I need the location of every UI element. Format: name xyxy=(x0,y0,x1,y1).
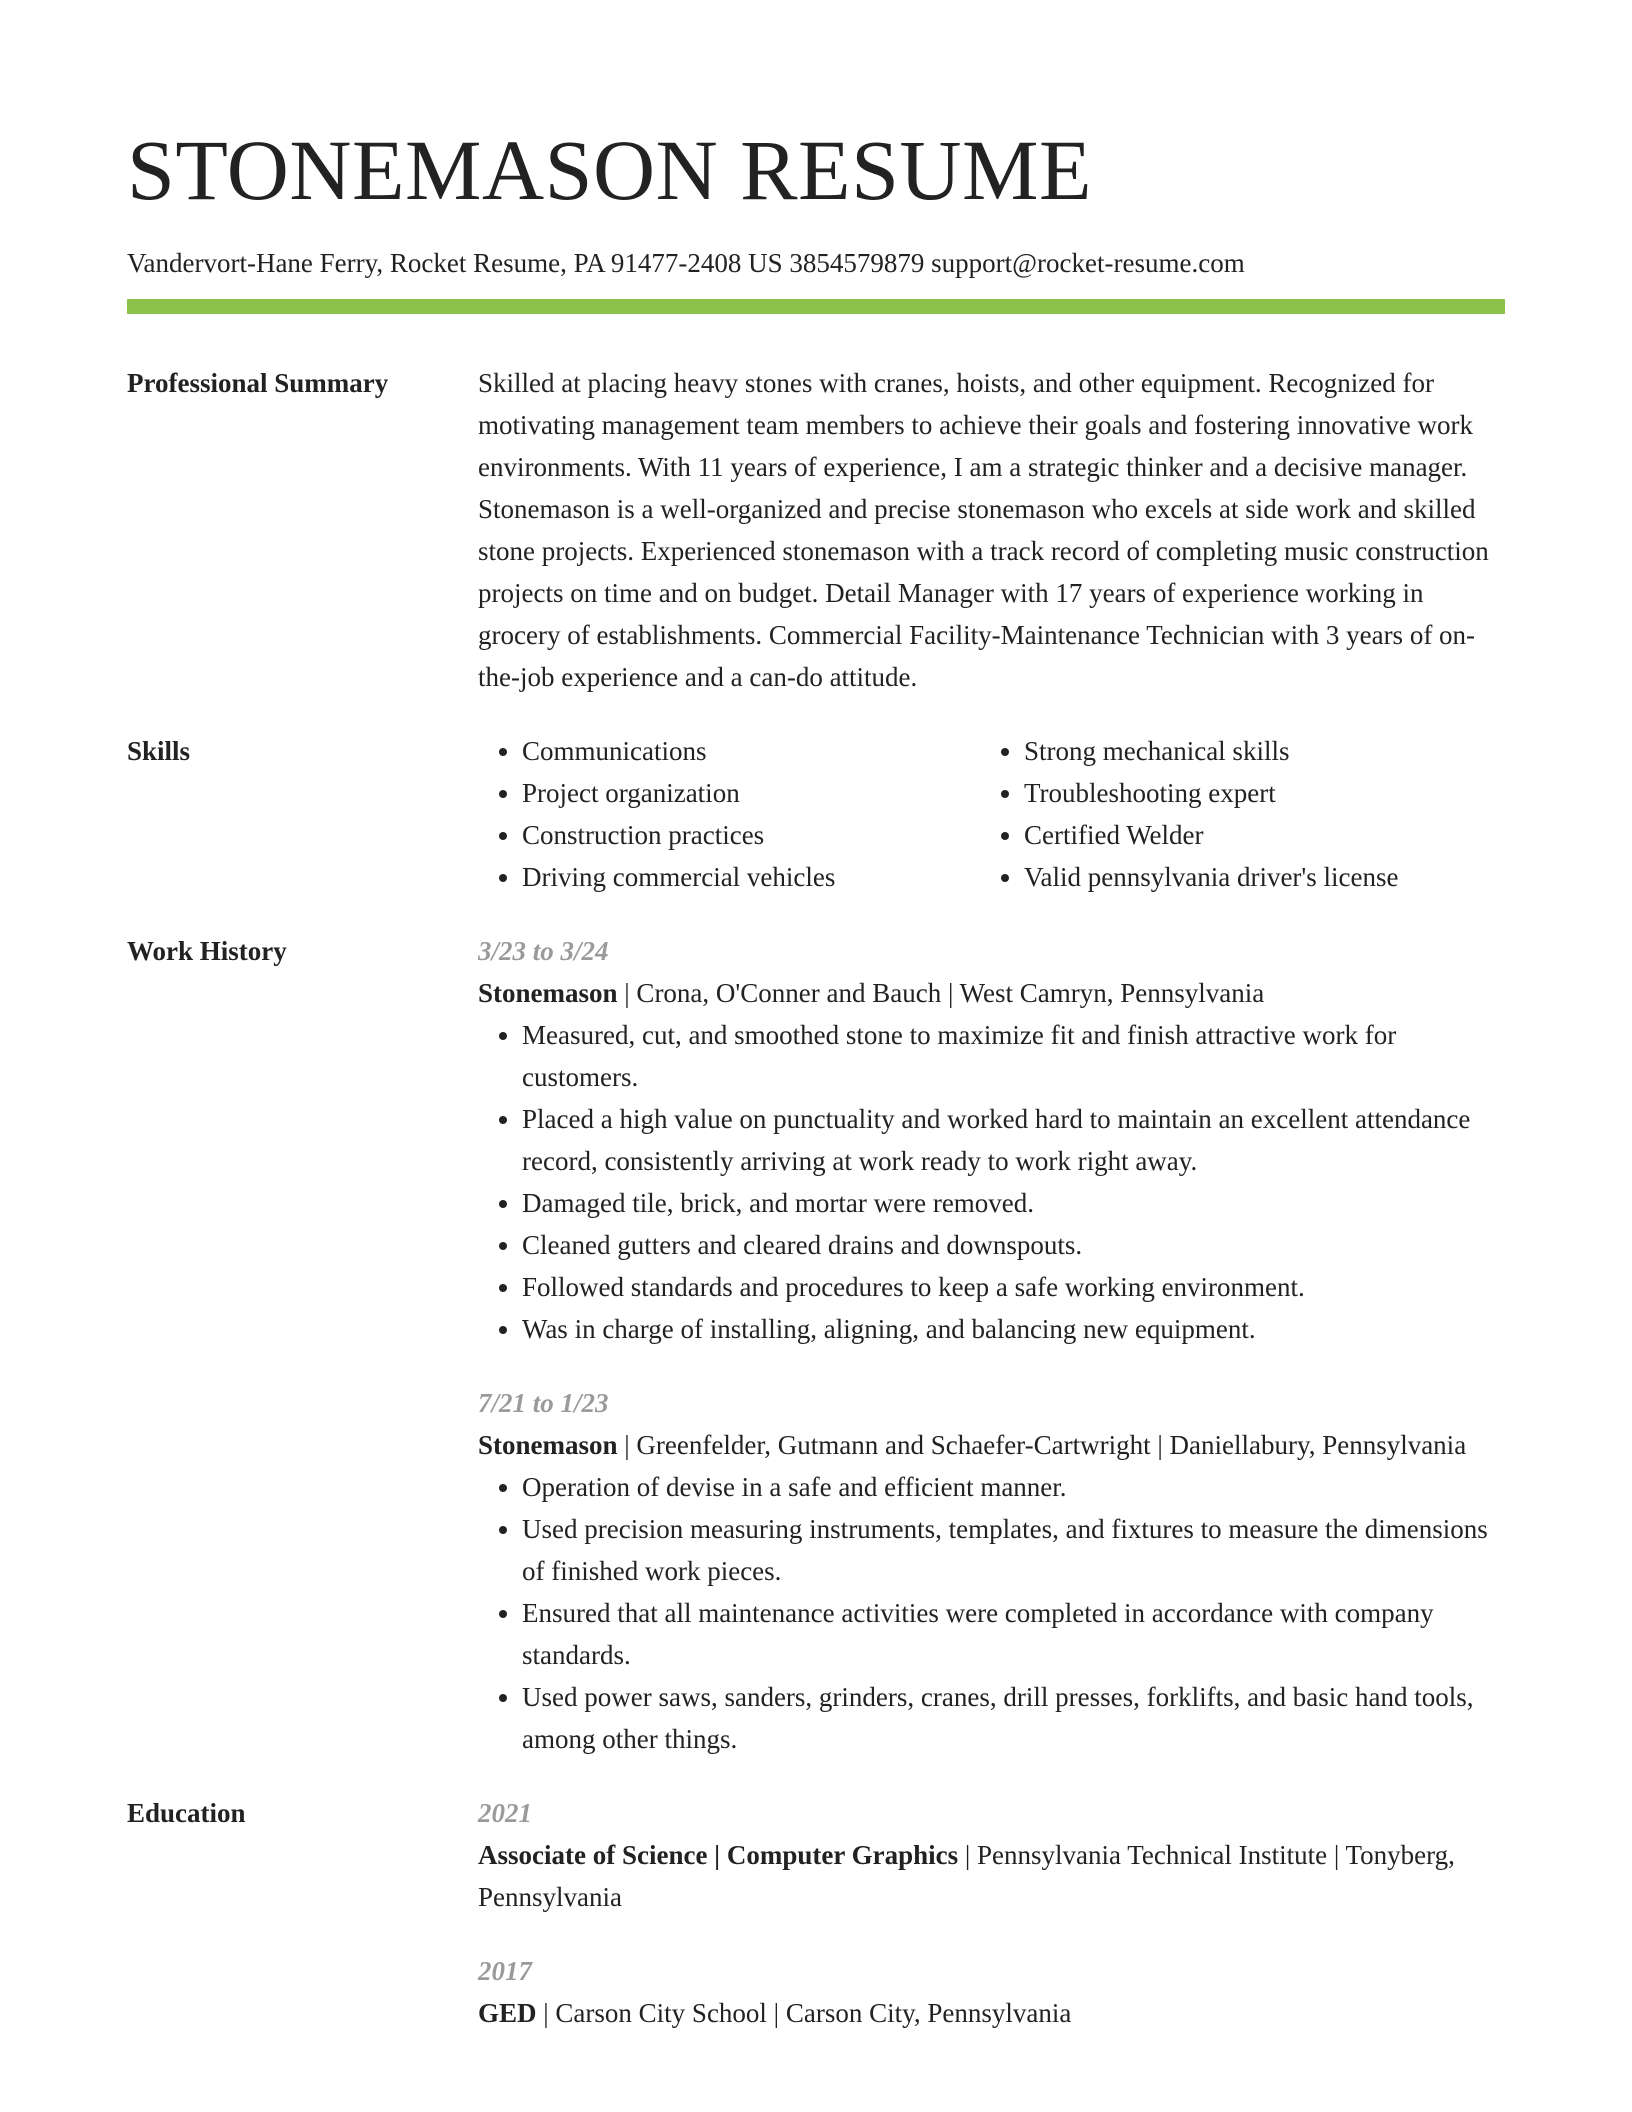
skill-item: • Troubleshooting expert xyxy=(1024,772,1482,814)
contact-address: Vandervort-Hane Ferry, Rocket Resume, PA 91477-2408 US xyxy=(127,248,783,278)
skill-item: • Valid pennsylvania driver's license xyxy=(1024,856,1482,898)
job-duty: • Cleaned gutters and cleared drains and downspouts. xyxy=(522,1224,1505,1266)
education-degree: GED xyxy=(478,1998,537,2028)
skill-item: • Certified Welder xyxy=(1024,814,1482,856)
job-duty: • Was in charge of installing, aligning, and balancing new equipment. xyxy=(522,1308,1505,1350)
job-duty: • Used power saws, sanders, grinders, cranes, drill presses, forklifts, and basic hand tools, among other things. xyxy=(522,1676,1505,1760)
job-heading xyxy=(478,972,1505,1014)
skills-grid xyxy=(478,730,1505,898)
education-degree: Associate of Science | Computer Graphics xyxy=(478,1840,959,1870)
skill-item: • Communications xyxy=(522,730,980,772)
skill-item: • Driving commercial vehicles xyxy=(522,856,980,898)
job-duties-list xyxy=(478,1014,1505,1350)
job-duty: • Damaged tile, brick, and mortar were removed. xyxy=(522,1182,1505,1224)
job-duty: • Operation of devise in a safe and efficient manner. xyxy=(522,1466,1505,1508)
header-divider xyxy=(127,299,1505,314)
job-employer-location: | Crona, O'Conner and Bauch | West Camryn, Pennsylvania xyxy=(617,978,1265,1008)
work-history-label: Work History xyxy=(127,936,287,966)
education-body xyxy=(478,1792,1505,2034)
job-entry xyxy=(478,930,1505,1350)
skill-item: • Strong mechanical skills xyxy=(1024,730,1482,772)
education-entry xyxy=(478,1950,1505,2034)
education-entry xyxy=(478,1792,1505,1918)
skills-label: Skills xyxy=(127,736,191,766)
skills-body xyxy=(478,730,1505,898)
summary-text: Skilled at placing heavy stones with cranes, hoists, and other equipment. Recognized for motivating management team members to achieve their goals and fostering innovative work environments. With 11 years of experience, I am a strategic thinker and a decisive manager. Stonemason is a well-organized and precise stonemason who excels at side work and skilled stone projects. Experienced stonemason with a track record of completing music construction projects on time and on budget. Detail Manager with 17 years of experience working in grocery of establishments. Commercial Facility-Maintenance Technician with 3 years of on-the-job experience and a can-do attitude. xyxy=(478,368,1489,692)
education-year: 2017 xyxy=(478,1956,532,1986)
job-dates: 7/21 to 1/23 xyxy=(478,1388,609,1418)
job-duty: • Measured, cut, and smoothed stone to maximize fit and finish attractive work for customers. xyxy=(522,1014,1505,1098)
job-title: Stonemason xyxy=(478,978,618,1008)
job-employer-location: | Greenfelder, Gutmann and Schaefer-Cartwright | Daniellabury, Pennsylvania xyxy=(617,1430,1467,1460)
education-heading xyxy=(478,1992,1505,2034)
work-history-body xyxy=(478,930,1505,1760)
contact-line xyxy=(127,246,1505,280)
education-school-location: | Carson City School | Carson City, Pennsylvania xyxy=(536,1998,1072,2028)
education-school-location: | Pennsylvania Technical Institute | Tonyberg, Pennsylvania xyxy=(478,1840,1455,1912)
summary-section xyxy=(127,362,1505,698)
education-heading xyxy=(478,1834,1505,1918)
job-dates: 3/23 to 3/24 xyxy=(478,936,609,966)
job-title: Stonemason xyxy=(478,1430,618,1460)
summary-label: Professional Summary xyxy=(127,368,389,398)
job-duty: • Ensured that all maintenance activities were completed in accordance with company standards. xyxy=(522,1592,1505,1676)
education-year: 2021 xyxy=(478,1798,532,1828)
skill-item: • Project organization xyxy=(522,772,980,814)
job-duty: • Placed a high value on punctuality and worked hard to maintain an excellent attendance record, consistently arriving at work ready to work right away. xyxy=(522,1098,1505,1182)
job-duty: • Used precision measuring instruments, templates, and fixtures to measure the dimensions of finished work pieces. xyxy=(522,1508,1505,1592)
education-label: Education xyxy=(127,1798,246,1828)
contact-email: support@rocket-resume.com xyxy=(931,248,1245,278)
skills-list-left xyxy=(478,730,980,898)
skills-list-right xyxy=(980,730,1482,898)
job-duty: • Followed standards and procedures to keep a safe working environment. xyxy=(522,1266,1505,1308)
job-duties-list xyxy=(478,1466,1505,1760)
job-entry xyxy=(478,1382,1505,1760)
skill-item: • Construction practices xyxy=(522,814,980,856)
skills-section xyxy=(127,730,1505,898)
job-heading xyxy=(478,1424,1505,1466)
summary-body xyxy=(478,362,1505,698)
work-history-section xyxy=(127,930,1505,1760)
resume-title: STONEMASON RESUME xyxy=(127,122,1092,218)
education-section xyxy=(127,1792,1505,2034)
contact-phone: 3854579879 xyxy=(789,248,925,278)
